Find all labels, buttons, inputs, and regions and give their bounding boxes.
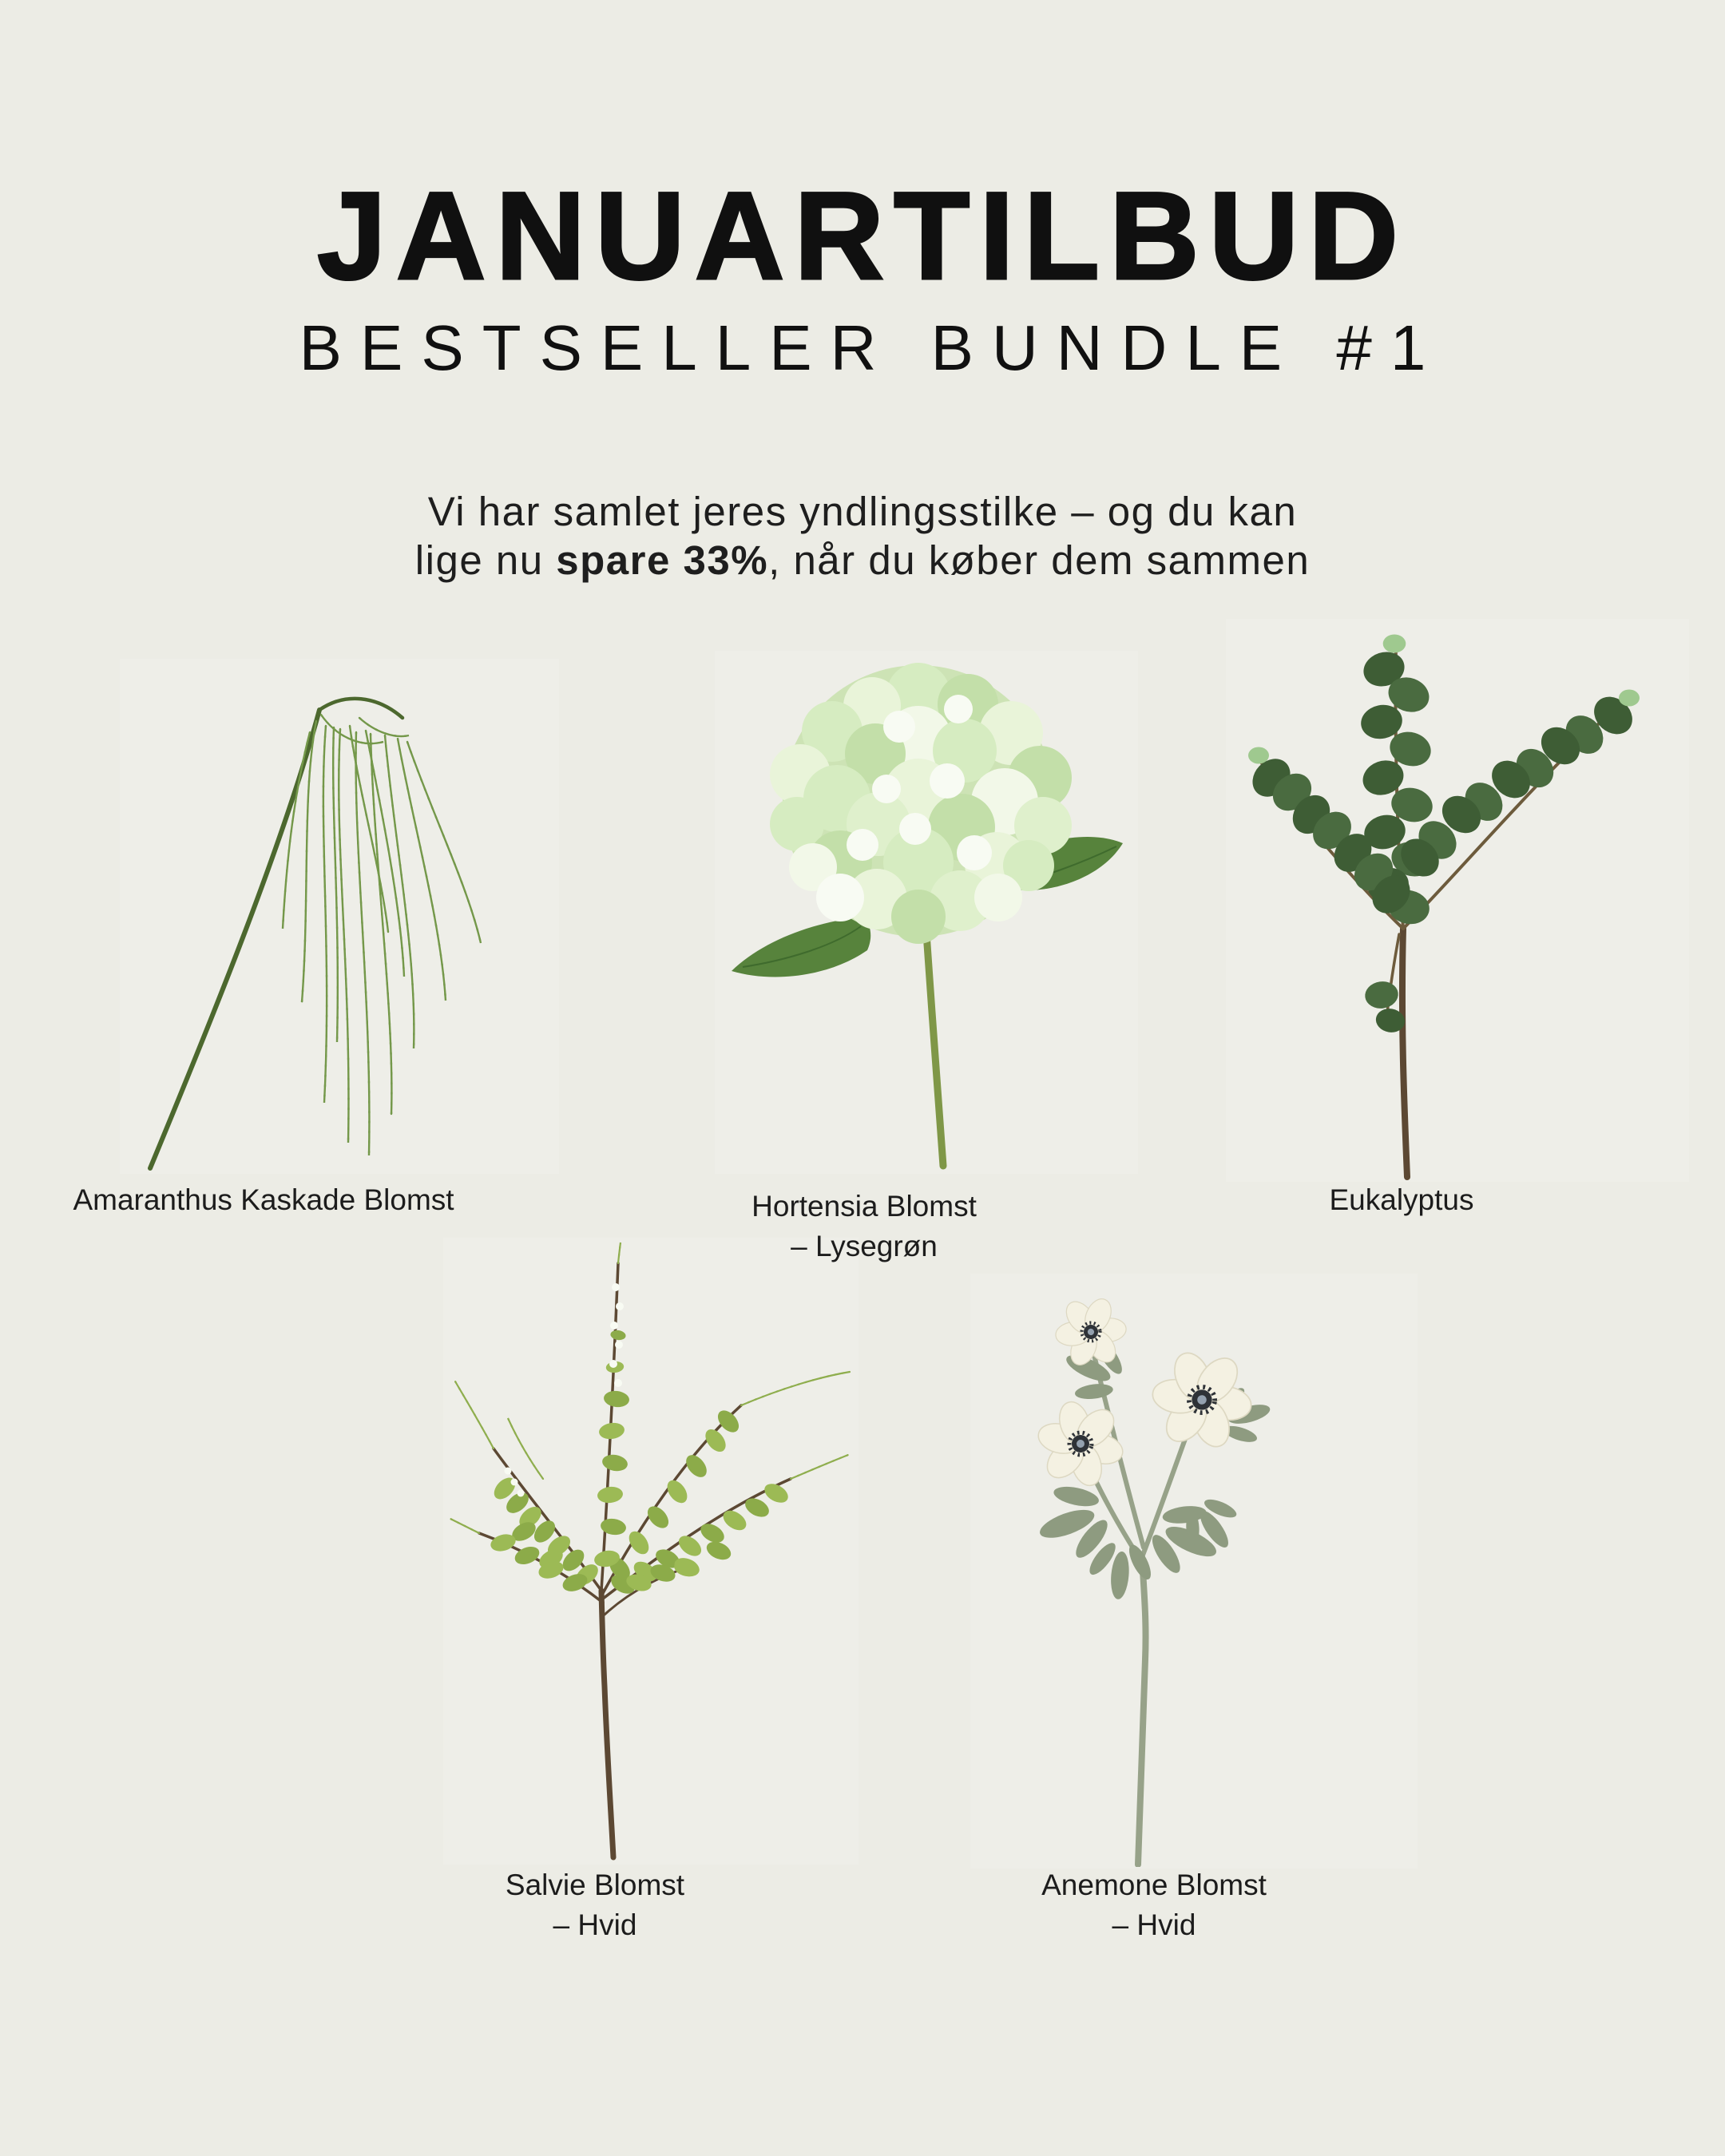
product-name-line2: – Hvid [1112,1908,1196,1941]
salvia-leaves [489,1330,791,1598]
promo-line2-post: , når du køber dem sammen [768,537,1311,584]
page-subtitle: BESTSELLER BUNDLE #1 [299,312,1445,383]
hydrangea-flower-head [770,663,1072,944]
salvia-illustration [447,1239,855,1862]
anemone-illustration [974,1276,1414,1867]
product-label-eukalyptus [1186,1180,1617,1220]
hydrangea-illustration [719,653,1134,1172]
promo-line2-pre: lige nu [414,537,557,584]
eucalyptus-leaves [1245,634,1640,1034]
product-label-anemone [938,1865,1370,1945]
hydrangea-stem [925,910,943,1166]
amaranthus-stem [150,710,319,1168]
product-name-line2: – Lysegrøn [791,1229,938,1262]
promo-line1: Vi har samlet jeres yndlingsstilke – og du kan [427,489,1298,534]
eucalyptus-illustration [1230,621,1685,1180]
page-title: JANUARTILBUD [317,167,1408,306]
product-name-line1: Hortensia Blomst [751,1190,977,1223]
product-name-line1: Anemone Blomst [1041,1869,1267,1901]
promo-text [0,487,1725,585]
product-name-line1: Amaranthus Kaskade Blomst [73,1183,454,1216]
amaranthus-strands [283,715,481,1155]
promo-discount: spare 33% [556,537,769,584]
product-label-salvie [379,1865,811,1945]
product-name-line2: – Hvid [553,1908,637,1941]
anemone-flowers [1028,1292,1258,1497]
amaranthus-illustration [120,659,559,1174]
product-name-line1: Eukalyptus [1329,1183,1474,1216]
product-name-line1: Salvie Blomst [505,1869,685,1901]
product-label-hortensia [648,1187,1080,1266]
product-label-amaranthus [48,1180,479,1220]
